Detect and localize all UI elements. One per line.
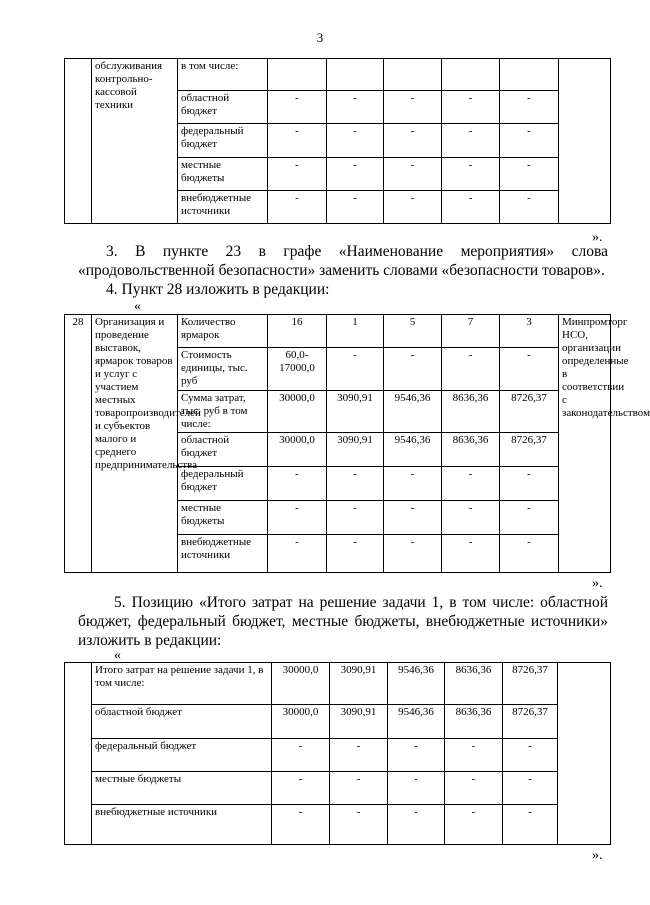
row-label: местные бюджеты [178, 501, 268, 535]
table-row [65, 59, 611, 91]
row-label: областной бюджет [92, 705, 272, 739]
paragraph-5-cont: бюджет, федеральный бюджет, местные бюджеты, внебюджетные источники» [78, 613, 608, 630]
row-label: Итого затрат на решение задачи 1, в том числе: [92, 663, 272, 705]
opening-quote: « [114, 648, 121, 663]
table-row: местные бюджеты - - - - - [65, 501, 611, 535]
table-row: федеральный бюджет - - - - - [65, 739, 611, 772]
table-row: 28 Организация и проведение выставок, ярмарок товаров и услуг с участием местных товаропроизводителей и субъектов малого и среднего предпринимательства Количество ярмарок 16 1 5 7 3 Минпромторг НСО, организации определенные в соответствии с законодательством [65, 315, 611, 348]
activity-cell: Организация и проведение выставок, ярмарок товаров и услуг с участием местных товаропроизводителей и субъектов малого и среднего предпринимательства [92, 315, 178, 573]
table-row: Сумма затрат, тыс. руб в том числе: 30000,0 3090,91 9546,36 8636,36 8726,37 [65, 391, 611, 433]
table-row: Итого затрат на решение задачи 1, в том числе: 30000,0 3090,91 9546,36 8636,36 8726,37 [65, 663, 611, 705]
row-label: Сумма затрат, тыс. руб в том числе: [178, 391, 268, 433]
row-label: внебюджетные источники [178, 191, 268, 224]
table-row: федеральный бюджет - - - - - [65, 124, 611, 158]
row-label: областной бюджет [178, 433, 268, 467]
executor-cell: Минпромторг НСО, организации определенные в соответствии с законодательством [559, 315, 611, 573]
row-label: местные бюджеты [92, 772, 272, 805]
executor-cell [558, 663, 611, 845]
closing-quote: ». [592, 576, 603, 591]
row-label: в том числе: [178, 59, 268, 91]
item-number: 28 [65, 315, 92, 573]
table-row: местные бюджеты - - - - - [65, 772, 611, 805]
table-row: внебюджетные источники - - - - - [65, 805, 611, 845]
row-label: федеральный бюджет [178, 124, 268, 158]
row-label: Стоимость единицы, тыс. руб [178, 348, 268, 391]
table-row: Стоимость единицы, тыс. руб 60,0-17000,0 - - - - [65, 348, 611, 391]
table-row: областной бюджет 30000,0 3090,91 9546,36 8636,36 8726,37 [65, 433, 611, 467]
paragraph-4: 4. Пункт 28 изложить в редакции: [106, 281, 330, 298]
table-continuation [64, 58, 611, 224]
paragraph-3: 3. В пункте 23 в графе «Наименование мероприятия» слова [106, 243, 608, 260]
table-row: внебюджетные источники - - - - - [65, 535, 611, 573]
opening-quote: « [134, 299, 141, 314]
row-label: областной бюджет [178, 91, 268, 124]
row-label: федеральный бюджет [178, 467, 268, 501]
paragraph-5: 5. Позицию «Итого затрат на решение задачи 1, в том числе: областной [114, 594, 608, 611]
table-row: областной бюджет - - - - - [65, 91, 611, 124]
closing-quote: ». [592, 848, 603, 863]
activity-cell: обслуживания контрольно-кассовой техники [92, 59, 178, 224]
row-label: федеральный бюджет [92, 739, 272, 772]
executor-cell [559, 59, 611, 224]
table-row: областной бюджет 30000,0 3090,91 9546,36 8636,36 8726,37 [65, 705, 611, 739]
paragraph-5-end: изложить в редакции: [78, 632, 222, 649]
row-label: внебюджетные источники [178, 535, 268, 573]
table-total [64, 662, 611, 845]
table-row: федеральный бюджет - - - - - [65, 467, 611, 501]
row-label: местные бюджеты [178, 158, 268, 191]
row-label: Количество ярмарок [178, 315, 268, 348]
table-row: местные бюджеты - - - - - [65, 158, 611, 191]
row-label: внебюджетные источники [92, 805, 272, 845]
paragraph-3-cont: «продовольственной безопасности» заменить словами «безопасности товаров». [78, 262, 605, 279]
page-number: 3 [316, 30, 324, 45]
closing-quote: ». [592, 230, 603, 245]
table-item-28 [64, 314, 650, 573]
table-row: внебюджетные источники - - - - - [65, 191, 611, 224]
